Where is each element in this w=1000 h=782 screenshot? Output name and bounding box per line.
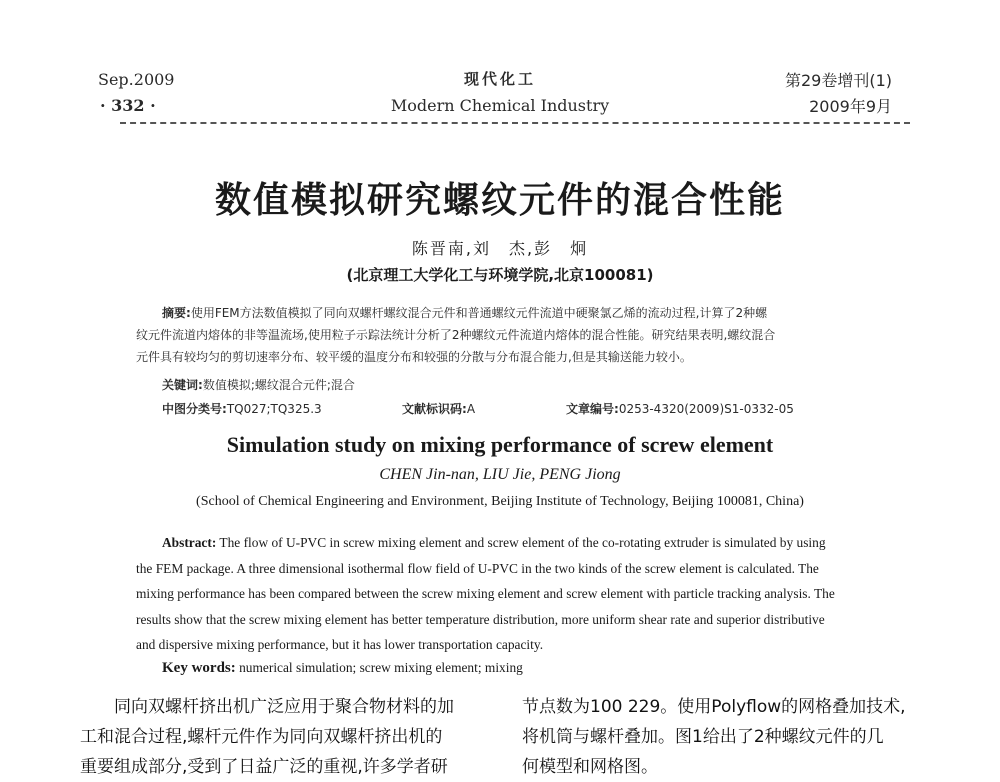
- abstract-cn-line: 元件具有较均匀的剪切速率分布、较平缓的温度分布和较强的分散与分布混合能力,但是其输送能力较小。: [136, 350, 692, 364]
- authors-cn: 陈晋南,刘 杰,彭 炯: [411, 239, 589, 258]
- keywords-cn: [162, 374, 355, 396]
- abstract-en-line: the FEM package. A three dimensional isothermal flow field of U-PVC in the two kinds of the screw element is calculated. The: [136, 560, 819, 576]
- keywords-en: [162, 660, 523, 677]
- abstract-en-line: mixing performance has been compared between the screw mixing element and screw element with particle tracking analysis. The: [136, 586, 835, 601]
- body-right-column: [522, 692, 922, 782]
- abstract-cn-label: 摘要:: [162, 306, 191, 320]
- page-title-en: Simulation study on mixing performance of screw element: [226, 432, 774, 457]
- keywords-cn-text: 数值模拟;螺纹混合元件;混合: [202, 378, 355, 392]
- doc-label: 文献标识码:: [402, 402, 467, 416]
- abstract-cn: [136, 302, 876, 368]
- article-label: 文章编号:: [566, 402, 619, 416]
- authors-en: CHEN Jin-nan, LIU Jie, PENG Jiong: [379, 466, 621, 483]
- page-title-cn: 数值模拟研究螺纹元件的混合性能: [214, 180, 785, 221]
- body-paragraph-line: 何模型和网格图。: [522, 757, 658, 777]
- abstract-en-line: results show that the screw mixing element has better temperature distribution, more uniform shear rate and superior distributive: [136, 611, 825, 627]
- abstract-en-line: and dispersive mixing performance, but it has lower transportation capacity.: [136, 637, 544, 652]
- affiliation-en: (School of Chemical Engineering and Environment, Beijing Institute of Technology, Beijing 100081, China): [196, 494, 804, 509]
- article-value: 0253-4320(2009)S1-0332-05: [618, 402, 794, 416]
- header-journal-en: Modern Chemical Industry: [390, 96, 610, 115]
- keywords-en-label: Key words:: [162, 660, 236, 676]
- body-paragraph-line: 重要组成部分,受到了日益广泛的重视,许多学者研: [80, 757, 448, 777]
- clc-label: 中图分类号:: [162, 402, 227, 416]
- abstract-en-text: The flow of U-PVC in screw mixing element and screw element of the co-rotating extruder is simulated by using: [219, 535, 826, 550]
- abstract-en: [136, 530, 876, 658]
- body-paragraph-line: 工和混合过程,螺杆元件作为同向双螺杆挤出机的: [80, 727, 443, 747]
- abstract-cn-line: 纹元件流道内熔体的非等温流场,使用粒子示踪法统计分析了2种螺纹元件流道内熔体的混合性能。研究结果表明,螺纹混合: [136, 328, 776, 342]
- clc-code: [162, 398, 322, 420]
- keywords-cn-label: 关键词:: [162, 378, 203, 392]
- body-paragraph-line: 将机筒与螺杆叠加。图1给出了2种螺纹元件的几: [522, 727, 884, 747]
- body-paragraph-line: 节点数为100 229。使用Polyflow的网格叠加技术,: [522, 697, 906, 717]
- body-paragraph-line: 同向双螺杆挤出机广泛应用于聚合物材料的加: [114, 697, 454, 717]
- header-date-left: Sep.2009: [98, 70, 175, 89]
- header-volume: 第29卷增刊(1): [784, 71, 892, 90]
- header-date-right: 2009年9月: [809, 97, 892, 116]
- header-rule: [120, 122, 910, 124]
- doc-value: A: [466, 402, 476, 416]
- affiliation-cn: (北京理工大学化工与环境学院,北京100081): [346, 266, 654, 284]
- abstract-en-label: Abstract:: [162, 535, 217, 550]
- body-left-column: [80, 692, 480, 782]
- header-journal-cn: 现代化工: [463, 70, 536, 88]
- clc-value: TQ027;TQ325.3: [226, 402, 322, 416]
- abstract-cn-text: 使用FEM方法数值模拟了同向双螺杆螺纹混合元件和普通螺纹元件流道中硬聚氯乙烯的流动过程,计算了2种螺: [190, 306, 768, 320]
- abstract-cn-line: [136, 302, 876, 324]
- abstract-en-line: [136, 530, 876, 556]
- article-number: [566, 398, 794, 420]
- keywords-en-text: numerical simulation; screw mixing element; mixing: [239, 660, 523, 675]
- header-page-number: · 332 ·: [100, 96, 156, 115]
- doc-code: [402, 398, 475, 420]
